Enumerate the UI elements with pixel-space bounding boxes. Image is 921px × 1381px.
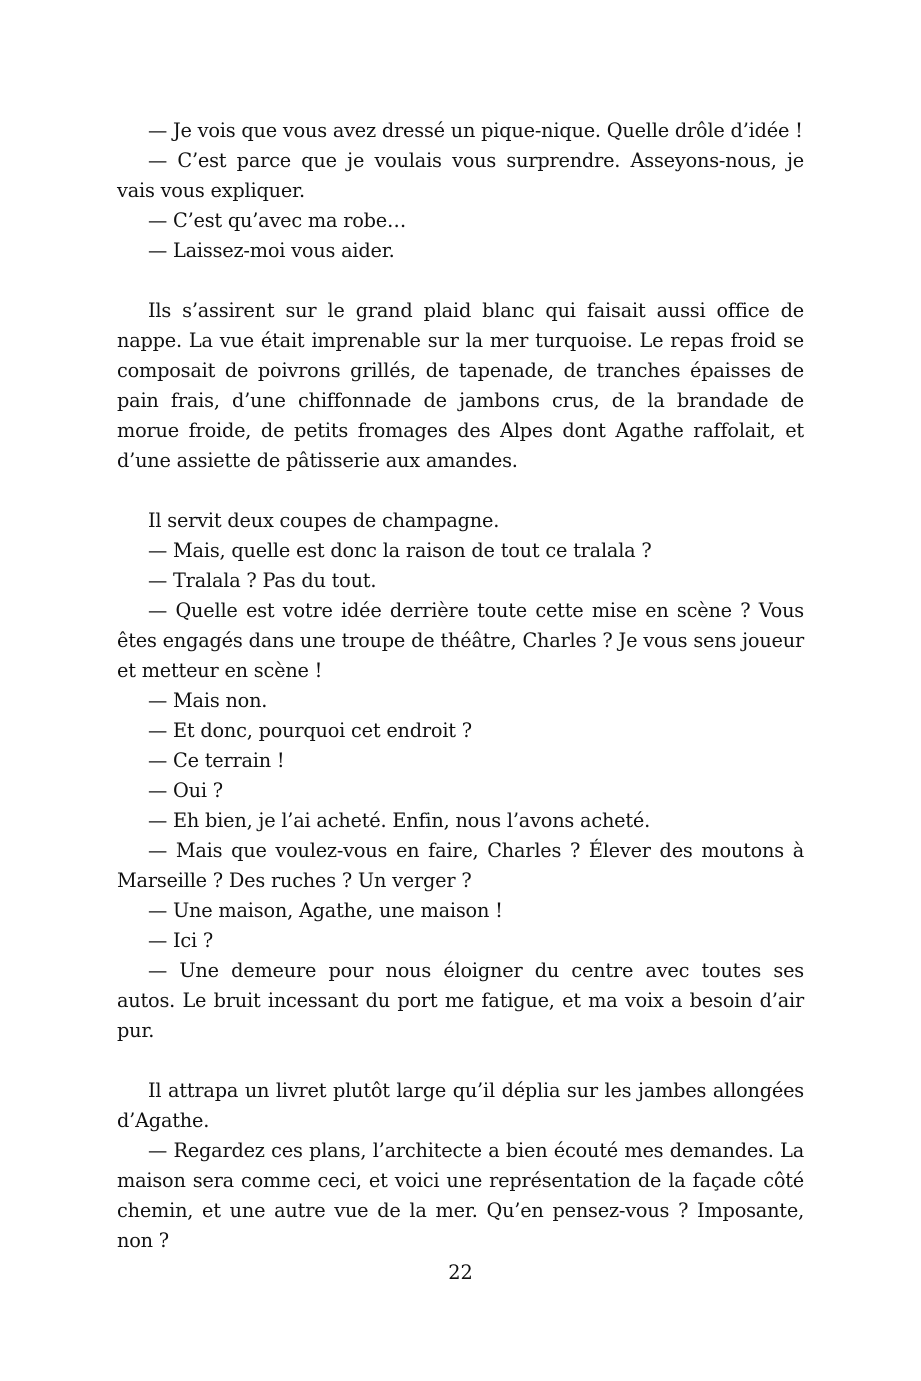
paragraph: — Quelle est votre idée derrière toute cette mise en scène ? Vous êtes engagés dans une troupe de théâtre, Charles ? Je vous sens joueur et metteur en scène !	[117, 599, 804, 682]
paragraph: — Ce terrain !	[148, 749, 285, 772]
paragraph: — Une maison, Agathe, une maison !	[148, 899, 503, 922]
paragraph: — Eh bien, je l’ai acheté. Enfin, nous l’avons acheté.	[148, 809, 651, 832]
paragraph: Il attrapa un livret plutôt large qu’il déplia sur les jambes allongées d’Agathe.	[117, 1079, 804, 1132]
paragraph: — Laissez-moi vous aider.	[148, 239, 395, 262]
paragraph-gap	[117, 476, 804, 506]
page-body	[117, 116, 804, 1256]
paragraph: Ils s’assirent sur le grand plaid blanc qui faisait aussi office de nappe. La vue était imprenable sur la mer turquoise. Le repas froid se composait de poivrons grillés, de tapenade, de tranches épaisses de pain frais, d’une chiffonnade de jambons crus, de la brandade de morue froide, de petits fromages des Alpes dont Agathe raffolait, et d’une assiette de pâtisserie aux amandes.	[117, 299, 804, 472]
paragraph: — C’est qu’avec ma robe…	[148, 209, 407, 232]
paragraph: — Une demeure pour nous éloigner du centre avec toutes ses autos. Le bruit incessant du port me fatigue, et ma voix a besoin d’air pur.	[117, 959, 804, 1042]
paragraph: — Regardez ces plans, l’architecte a bien écouté mes demandes. La maison sera comme ceci, et voici une représentation de la façade côté chemin, et une autre vue de la mer. Qu’en pensez-vous ? Imposante, non ?	[117, 1139, 804, 1252]
paragraph: — Oui ?	[148, 779, 223, 802]
paragraph: Il servit deux coupes de champagne.	[148, 509, 500, 532]
paragraph: — Tralala ? Pas du tout.	[148, 569, 377, 592]
paragraph-gap	[117, 1046, 804, 1076]
paragraph: — C’est parce que je voulais vous surprendre. Asseyons-nous, je vais vous expliquer.	[117, 149, 804, 202]
paragraph: — Mais non.	[148, 689, 268, 712]
paragraph: — Mais que voulez-vous en faire, Charles ? Élever des moutons à Marseille ? Des ruches ? Un verger ?	[117, 839, 804, 892]
paragraph-gap	[117, 266, 804, 296]
paragraph: — Je vois que vous avez dressé un pique-nique. Quelle drôle d’idée !	[148, 119, 803, 142]
paragraph: — Et donc, pourquoi cet endroit ?	[148, 719, 472, 742]
page-number: 22	[448, 1261, 473, 1284]
paragraph: — Mais, quelle est donc la raison de tout ce tralala ?	[148, 539, 652, 562]
paragraph: — Ici ?	[148, 929, 214, 952]
